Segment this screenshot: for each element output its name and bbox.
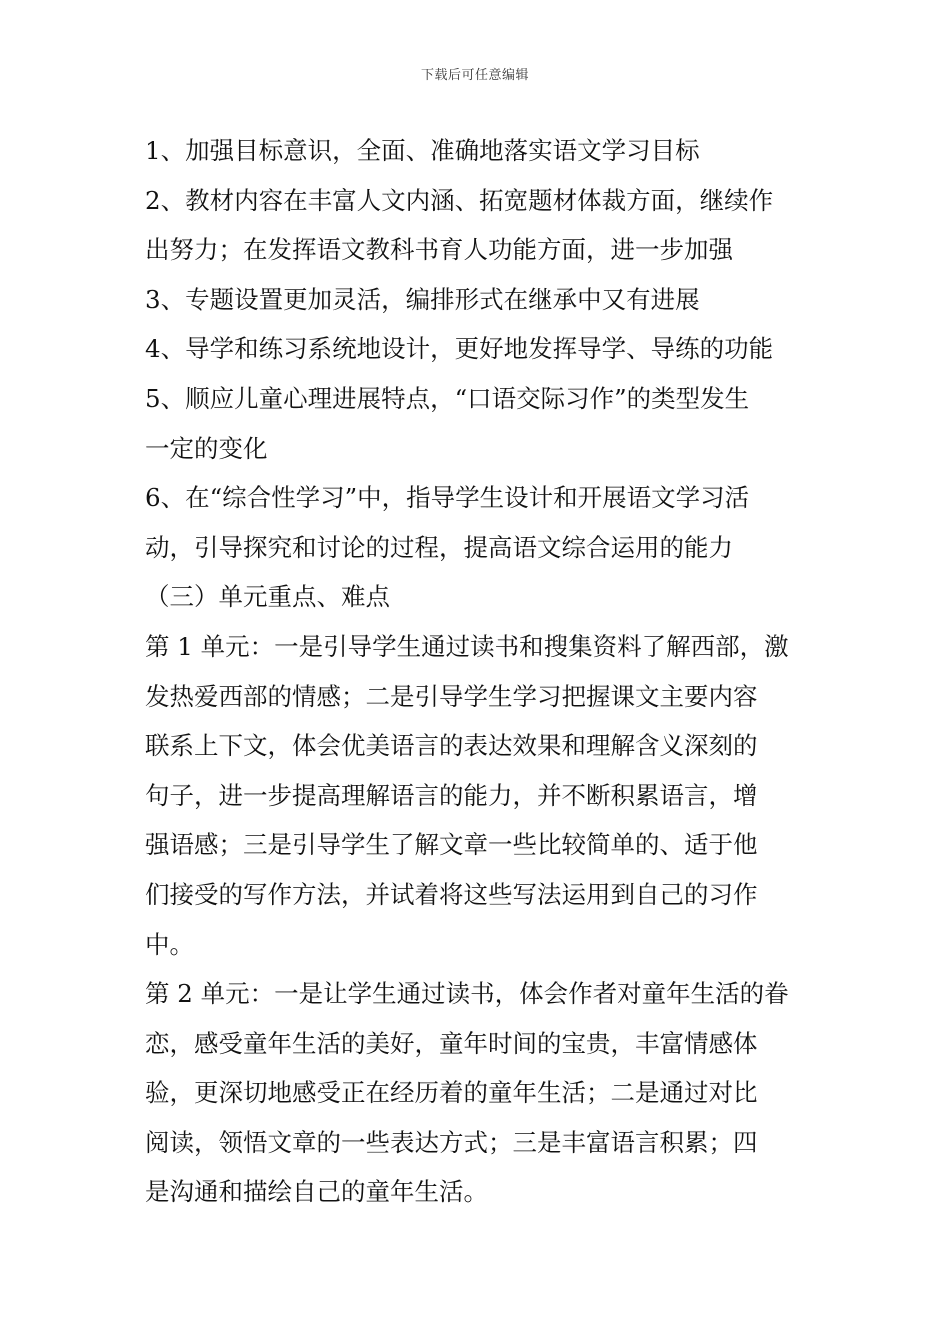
list-item-3 [145, 275, 807, 325]
text-line: （三）单元重点、难点 [145, 582, 390, 612]
text-line: 6、在“综合性学习”中，指导学生设计和开展语文学习活 [145, 483, 750, 513]
page-header: 下载后可任意编辑 [420, 68, 529, 83]
text-line: 发热爱西部的情感；二是引导学生学习把握课文主要内容 [145, 681, 758, 711]
list-item-5 [145, 374, 807, 473]
text-line: 句子，进一步提高理解语言的能力，并不断积累语言，增 [145, 780, 758, 810]
text-line: 1、加强目标意识，全面、准确地落实语文学习目标 [145, 136, 700, 165]
document-body [145, 126, 807, 1217]
text-line: 中。 [145, 929, 194, 959]
text-line: 恋，感受童年生活的美好，童年时间的宝贵，丰富情感体 [145, 1028, 758, 1058]
list-item-2 [145, 176, 807, 275]
text-line: 出努力；在发挥语文教科书育人功能方面，进一步加强 [145, 235, 733, 265]
text-line: 验，更深切地感受正在经历着的童年生活；二是通过对比 [145, 1078, 758, 1108]
unit-2-paragraph [145, 969, 807, 1217]
section-heading [145, 572, 807, 622]
text-line: 3、专题设置更加灵活，编排形式在继承中又有进展 [145, 284, 700, 314]
text-line: 强语感；三是引导学生了解文章一些比较简单的、适于他 [145, 830, 758, 860]
list-item-4 [145, 324, 807, 374]
list-item-6 [145, 473, 807, 572]
text-line: 是沟通和描绘自己的童年生活。 [145, 1177, 488, 1207]
text-line: 一定的变化 [145, 433, 268, 463]
text-line: 5、顺应儿童心理进展特点，“口语交际习作”的类型发生 [145, 383, 750, 413]
text-line: 阅读，领悟文章的一些表达方式；三是丰富语言积累；四 [145, 1127, 758, 1157]
text-line: 们接受的写作方法，并试着将这些写法运用到自己的习作 [145, 879, 758, 909]
text-line: 第 1 单元：一是引导学生通过读书和搜集资料了解西部，激 [145, 631, 789, 661]
unit-1-paragraph [145, 622, 807, 969]
text-line: 2、教材内容在丰富人文内涵、拓宽题材体裁方面，继续作 [145, 185, 774, 215]
text-line: 第 2 单元：一是让学生通过读书，体会作者对童年生活的眷 [145, 979, 789, 1009]
list-item-1 [145, 126, 807, 176]
text-line: 动，引导探究和讨论的过程，提高语文综合运用的能力 [145, 532, 733, 562]
text-line: 联系上下文，体会优美语言的表达效果和理解含义深刻的 [145, 731, 758, 761]
text-line: 4、导学和练习系统地设计，更好地发挥导学、导练的功能 [145, 334, 774, 364]
